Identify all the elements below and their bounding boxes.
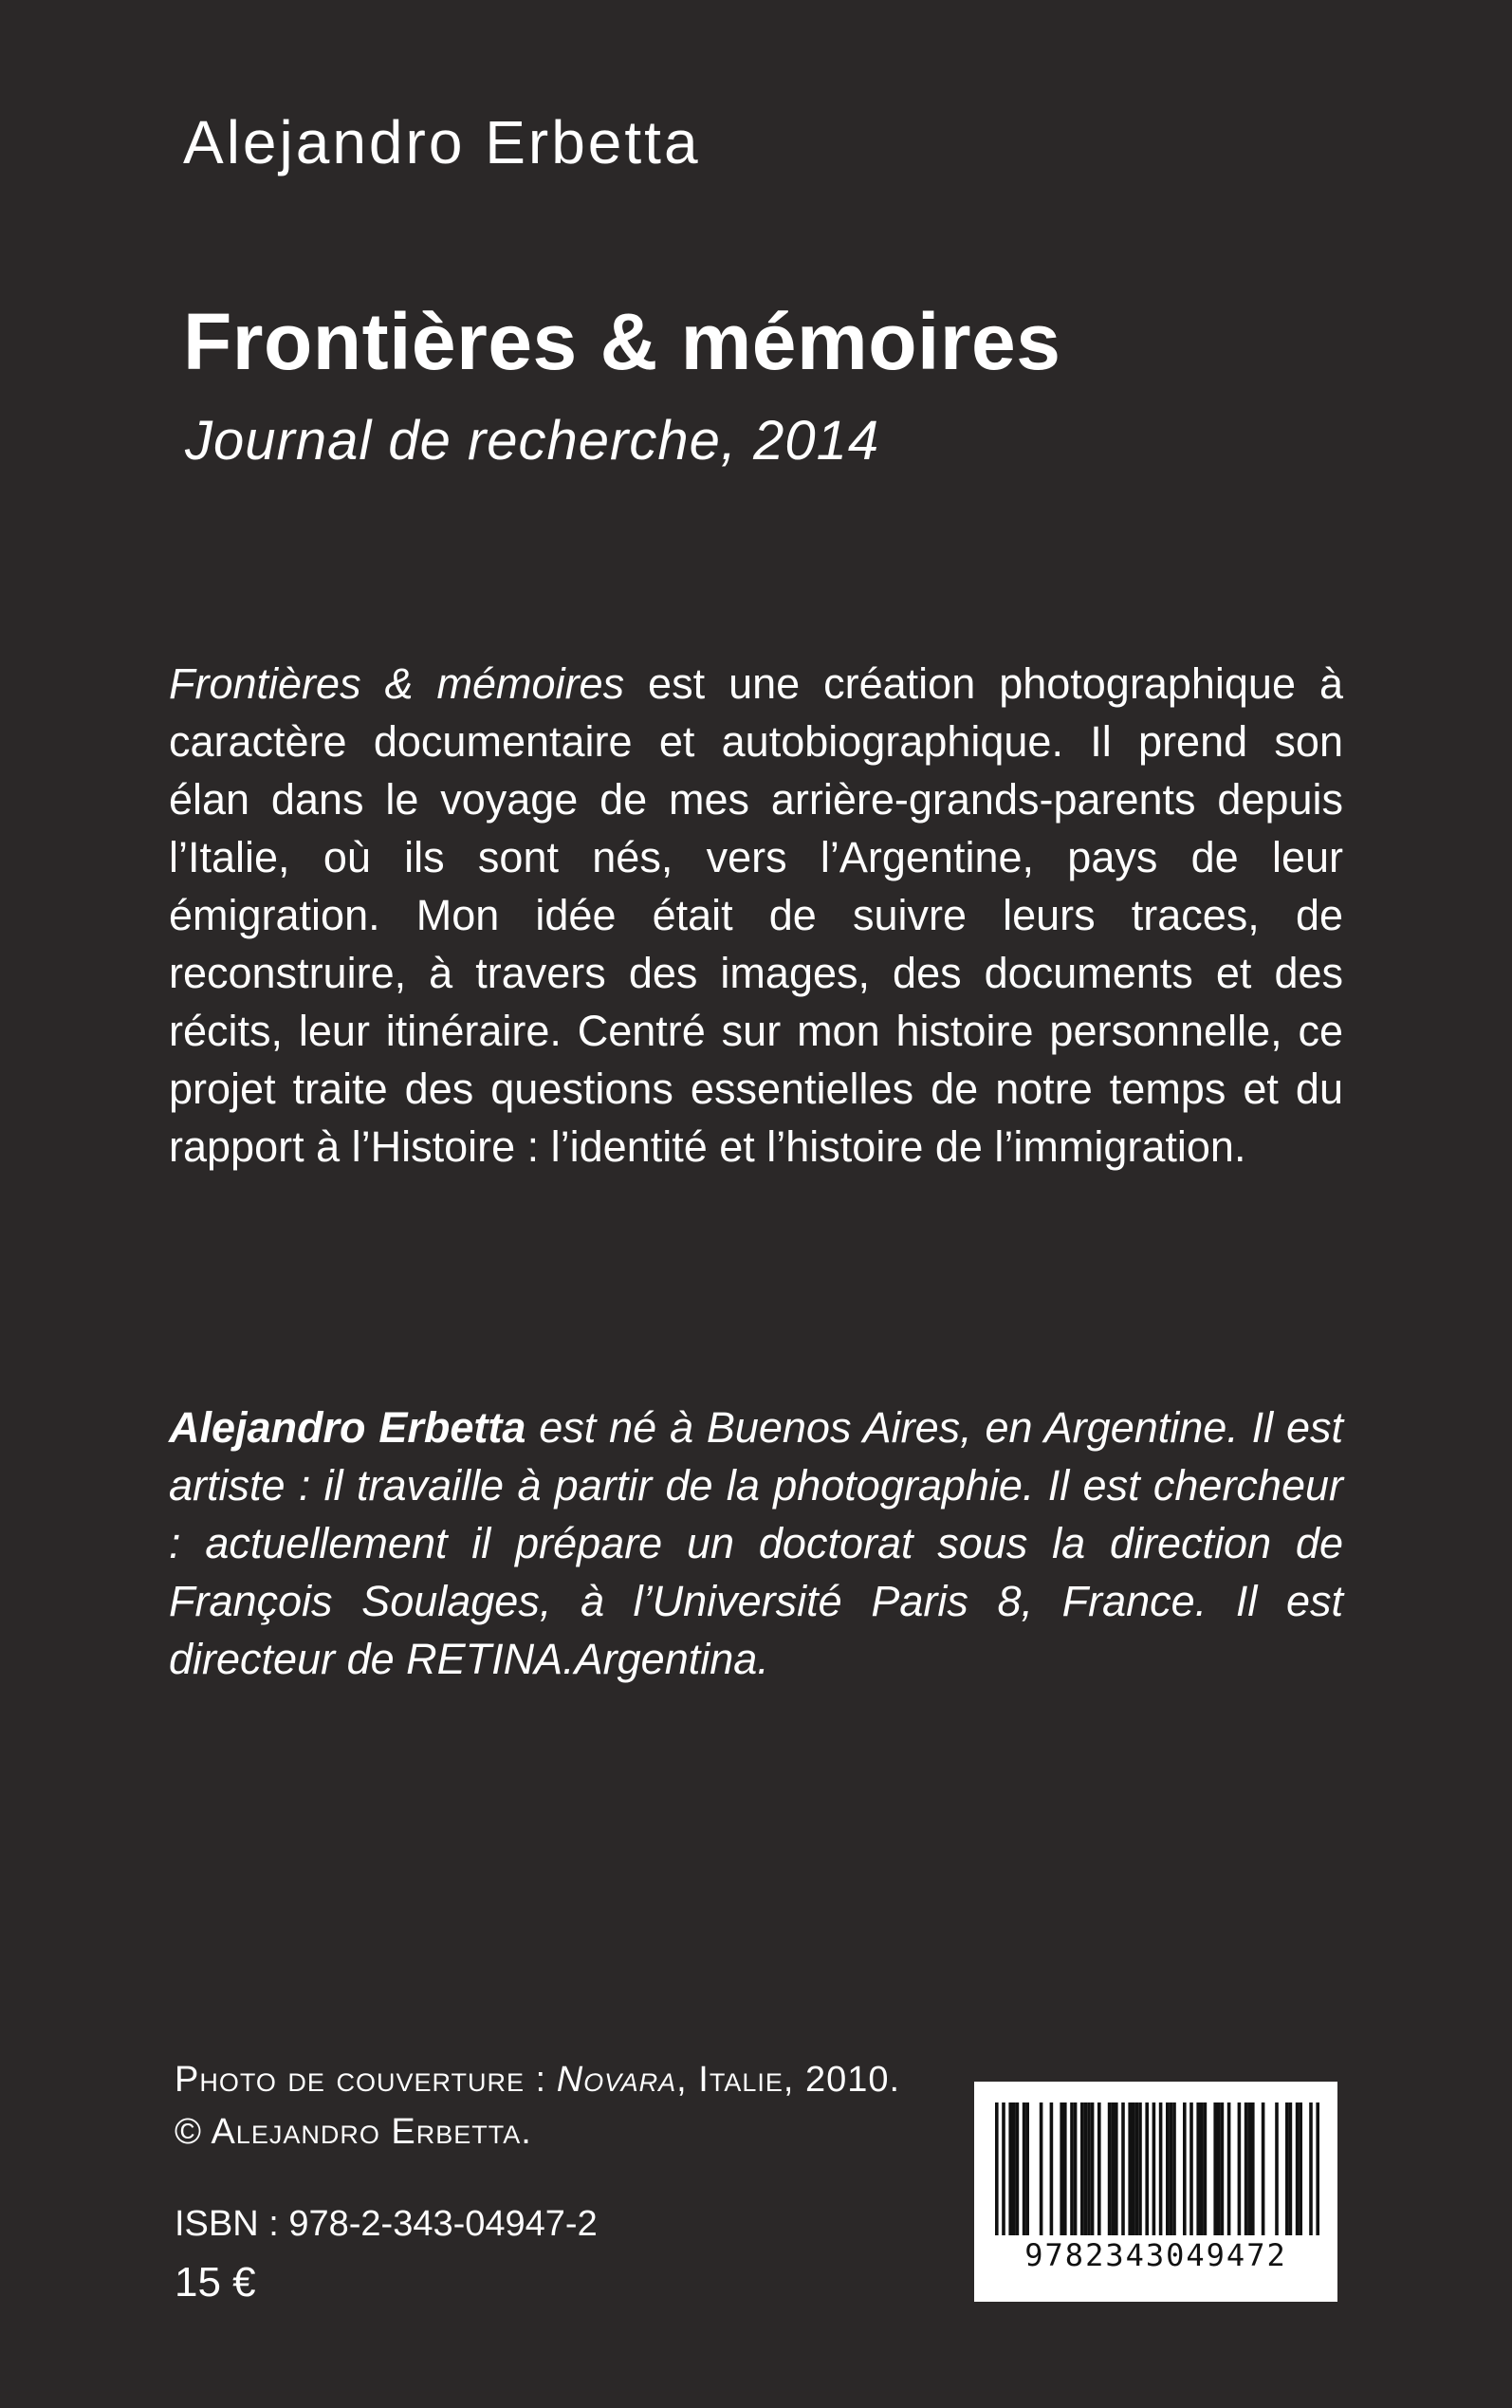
blurb-text: est une création photographique à caractère documentaire et autobiographique. Il prend son élan dans le voyage de mes arrière-grands-parents depuis l’Italie, où ils sont nés, vers l’Argentine, pays de leur émigration. Mon idée était de suivre leurs traces, de reconstruire, à travers des images, des documents et des récits, leur itinéraire. Centré sur mon histoire personnelle, ce projet traite des questions essentielles de notre temps et du rapport à l’Histoire : l’identité et l’histoire de l’immigration.	[169, 659, 1343, 1171]
barcode-bar	[1245, 2102, 1248, 2235]
barcode-bar	[1275, 2102, 1279, 2235]
barcode-bar	[1309, 2102, 1313, 2235]
barcode-bar	[1299, 2102, 1302, 2235]
barcode-bar	[1016, 2102, 1020, 2235]
barcode-bar	[1251, 2102, 1255, 2235]
barcode-bar	[1189, 2102, 1193, 2235]
price: 15 €	[175, 2259, 256, 2306]
barcode-bar	[995, 2102, 999, 2235]
credit-rest: , Italie, 2010.	[676, 2060, 901, 2100]
barcode-bar	[1121, 2102, 1125, 2235]
barcode-bar	[1172, 2102, 1176, 2235]
barcode-bar	[1138, 2102, 1142, 2235]
barcode-bar	[1170, 2102, 1173, 2235]
barcode-bar	[1296, 2102, 1300, 2235]
barcode-bar	[1063, 2102, 1067, 2235]
bio-text: est né à Buenos Aires, en Argentine. Il est artiste : il travaille à partir de la photographie. Il est chercheur : actuellement il prépare un doctorat sous la direction de François Soulages, à l’Université Paris 8, France. Il est directeur de RETINA.Argentina.	[169, 1403, 1343, 1683]
barcode-bar	[1159, 2102, 1163, 2235]
barcode-bar	[1084, 2102, 1088, 2235]
photo-credit	[175, 2054, 900, 2158]
barcode-bar	[1115, 2102, 1118, 2235]
barcode	[974, 2082, 1337, 2302]
barcode-bar	[1183, 2102, 1187, 2235]
copyright-line: © Alejandro Erbetta.	[175, 2112, 532, 2152]
author-name: Alejandro Erbetta	[183, 108, 701, 176]
barcode-bar	[1060, 2102, 1063, 2235]
barcode-bar	[1145, 2102, 1149, 2235]
barcode-bar	[1050, 2102, 1054, 2235]
barcode-bar	[1087, 2102, 1091, 2235]
barcode-bar	[1200, 2102, 1204, 2235]
barcode-digits: 9782343049472	[1024, 2237, 1287, 2273]
barcode-bar	[1074, 2102, 1078, 2235]
barcode-bar	[1080, 2102, 1084, 2235]
barcode-bar	[1289, 2102, 1293, 2235]
credit-line	[175, 2054, 900, 2106]
barcode-bar	[1227, 2102, 1231, 2235]
barcode-bar	[1166, 2102, 1170, 2235]
barcode-bar	[1111, 2102, 1115, 2235]
barcode-bar	[1025, 2102, 1029, 2235]
blurb-title-italic: Frontières & mémoires	[169, 659, 625, 708]
barcode-bar	[1040, 2102, 1043, 2235]
barcode-bar	[1213, 2102, 1217, 2235]
barcode-bar	[1097, 2102, 1101, 2235]
barcode-bar	[1108, 2102, 1112, 2235]
barcode-bar	[1008, 2102, 1012, 2235]
barcode-bar	[1128, 2102, 1132, 2235]
bio-name: Alejandro Erbetta	[169, 1403, 526, 1452]
isbn: ISBN : 978-2-343-04947-2	[175, 2204, 598, 2244]
barcode-bar	[1070, 2102, 1074, 2235]
barcode-bar	[1285, 2102, 1289, 2235]
barcode-bar	[1002, 2102, 1005, 2235]
barcode-bar	[1316, 2102, 1319, 2235]
barcode-bar	[1217, 2102, 1221, 2235]
credit-place: Novara	[556, 2060, 677, 2100]
barcode-bar	[1196, 2102, 1200, 2235]
barcode-bar	[1262, 2102, 1265, 2235]
book-subtitle: Journal de recherche, 2014	[185, 410, 880, 472]
barcode-bar	[1204, 2102, 1208, 2235]
credit-label: Photo de couverture :	[175, 2060, 547, 2100]
barcode-bar	[1221, 2102, 1225, 2235]
barcode-bar	[1152, 2102, 1156, 2235]
author-bio	[169, 1398, 1343, 1688]
blurb-paragraph	[169, 655, 1343, 1176]
barcode-bar	[1012, 2102, 1016, 2235]
barcode-bar	[1023, 2102, 1026, 2235]
barcode-bar	[1247, 2102, 1251, 2235]
barcode-bar	[1132, 2102, 1135, 2235]
barcode-bar	[1091, 2102, 1095, 2235]
barcode-bar	[1135, 2102, 1139, 2235]
barcode-bar	[1238, 2102, 1242, 2235]
book-title: Frontières & mémoires	[183, 297, 1061, 386]
